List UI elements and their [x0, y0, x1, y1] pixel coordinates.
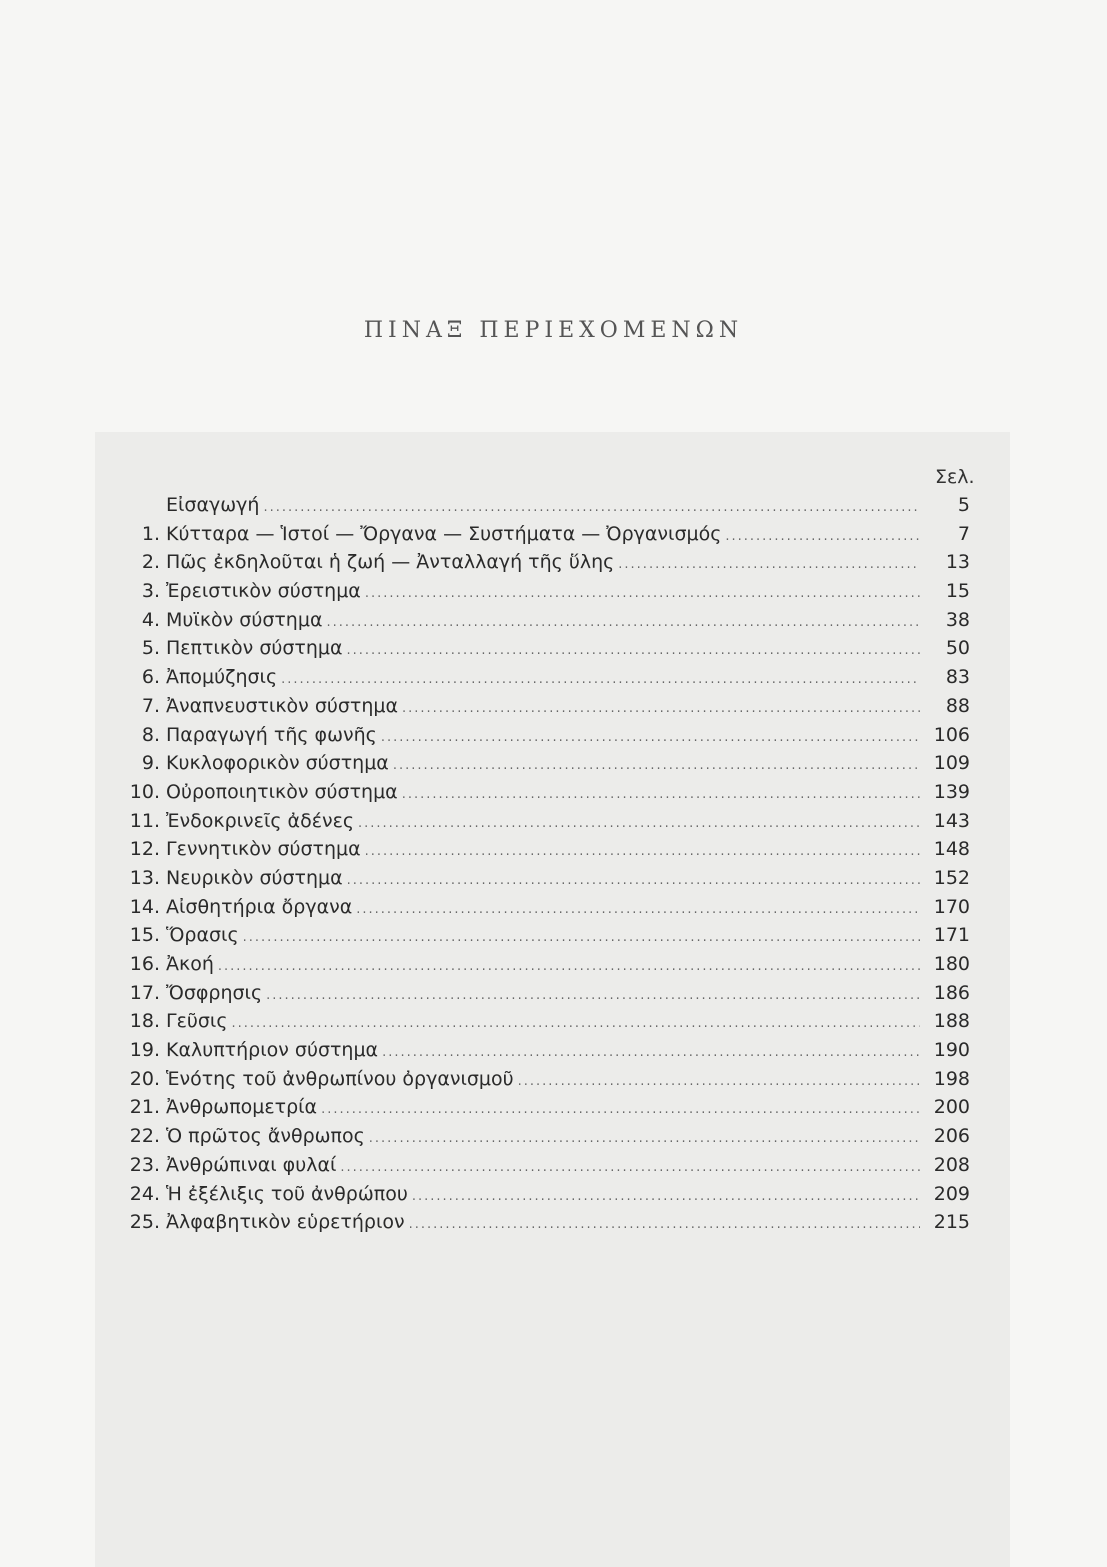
dot-leader: [243, 930, 920, 945]
toc-entry-page: 106: [933, 723, 970, 746]
toc-entry-title: Ἐρειστικὸν σύστημα: [166, 580, 361, 603]
toc-entry-title: Πῶς ἐκδηλοῦται ἡ ζωή — Ἀνταλλαγή τῆς ὕλης: [166, 551, 615, 574]
toc-entry-number: 22.: [129, 1125, 160, 1148]
toc-entry-number: 11.: [129, 809, 160, 832]
toc-entry-number: 3.: [141, 580, 160, 603]
toc-entry-title: Ἀλφαβητικὸν εὑρετήριον: [166, 1211, 405, 1234]
toc-entry-page: 50: [945, 637, 970, 660]
toc-entry-page: 171: [933, 924, 970, 947]
dot-leader: [356, 902, 920, 917]
toc-entry-number: 18.: [129, 1010, 160, 1033]
toc-entry-number: 21.: [129, 1096, 160, 1119]
toc-entry-title: Γεννητικὸν σύστημα: [166, 838, 361, 861]
toc-entry-number: 10.: [129, 780, 160, 803]
toc-entry-page: 188: [933, 1010, 970, 1033]
toc-entry: [110, 551, 970, 580]
toc-entry-number: 12.: [129, 838, 160, 861]
toc-entry-number: 20.: [129, 1067, 160, 1090]
toc-entry-title: Μυϊκὸν σύστημα: [166, 608, 323, 631]
dot-leader: [340, 1160, 920, 1175]
toc-entry-number: 13.: [129, 866, 160, 889]
dot-leader: [321, 1102, 920, 1117]
dot-leader: [409, 1217, 920, 1232]
toc-entry-page: 7: [957, 522, 970, 545]
toc-entry-page: 170: [933, 895, 970, 918]
toc-entry-title: Ἐνδοκρινεῖς ἀδένες: [166, 809, 355, 832]
toc-entry-number: 8.: [141, 723, 160, 746]
toc-entry-title: Ὅρασις: [166, 924, 239, 947]
toc-entry-page: 5: [957, 494, 970, 516]
toc-entry-page: 190: [933, 1039, 970, 1062]
toc-entry: [110, 1154, 970, 1183]
toc-entry-title: Ὄσφρησις: [166, 981, 263, 1004]
toc-entry-page: 143: [933, 809, 970, 832]
toc-entry-title: Καλυπτήριον σύστημα: [166, 1039, 379, 1062]
toc-entry-number: 16.: [129, 953, 160, 975]
toc-entry: [110, 1010, 970, 1039]
dot-leader: [618, 557, 920, 572]
toc-entry-title: Εἰσαγωγή: [166, 494, 260, 516]
table-of-contents: [110, 494, 970, 1240]
toc-entry-page: 209: [933, 1182, 970, 1205]
toc-entry-page: 38: [945, 608, 970, 631]
toc-entry-page: 88: [945, 694, 970, 717]
toc-entry-page: 186: [933, 981, 970, 1004]
toc-entry-title: Ἡ ἐξέλιξις τοῦ ἀνθρώπου: [166, 1182, 408, 1205]
toc-entry-number: 14.: [129, 895, 160, 918]
toc-entry-title: Παραγωγή τῆς φωνῆς: [166, 723, 377, 746]
dot-leader: [266, 988, 920, 1003]
toc-entry-page: 109: [933, 752, 970, 775]
toc-entry: [110, 924, 970, 953]
toc-entry-title: Κύτταρα — Ἱστοί — Ὄργανα — Συστήματα — Ὀργανισμός: [166, 522, 722, 545]
dot-leader: [281, 672, 920, 687]
dot-leader: [365, 586, 920, 601]
toc-entry: [110, 637, 970, 666]
toc-entry-page: 180: [933, 953, 970, 975]
toc-entry: [110, 1211, 970, 1240]
toc-entry-number: 15.: [129, 924, 160, 947]
toc-entry-number: 24.: [129, 1182, 160, 1205]
toc-entry-page: 15: [945, 580, 970, 603]
toc-entry-number: 4.: [141, 608, 160, 631]
toc-entry-page: 83: [945, 666, 970, 689]
toc-entry: [110, 666, 970, 695]
toc-entry-page: 139: [933, 780, 970, 803]
toc-entry-title: Ἀναπνευστικὸν σύστημα: [166, 694, 399, 717]
toc-entry: [110, 896, 970, 925]
dot-leader: [382, 1045, 920, 1060]
toc-entry: [110, 494, 970, 523]
dot-leader: [381, 730, 920, 745]
dot-leader: [725, 529, 920, 544]
toc-entry-page: 198: [933, 1067, 970, 1090]
toc-entry: [110, 1068, 970, 1097]
toc-entry-number: 7.: [141, 694, 160, 717]
toc-entry: [110, 523, 970, 552]
toc-entry: [110, 752, 970, 781]
toc-entry: [110, 953, 970, 982]
toc-entry-title: Ἀνθρωπομετρία: [166, 1096, 318, 1119]
dot-leader: [326, 615, 920, 630]
page-column-header: Σελ.: [935, 466, 975, 488]
toc-entry-number: 23.: [129, 1153, 160, 1176]
toc-entry-page: 148: [933, 838, 970, 861]
toc-entry-number: 9.: [141, 752, 160, 775]
toc-entry-number: 1.: [141, 522, 160, 545]
toc-entry-number: 6.: [141, 666, 160, 689]
toc-entry: [110, 1096, 970, 1125]
dot-leader: [402, 701, 920, 716]
dot-leader: [347, 873, 920, 888]
toc-entry-title: Ἀπομύζησις: [166, 666, 278, 689]
toc-entry-title: Οὐροποιητικὸν σύστημα: [166, 780, 398, 803]
toc-entry-number: 25.: [129, 1211, 160, 1234]
toc-entry-title: Γεῦσις: [166, 1010, 228, 1033]
toc-entry-page: 215: [933, 1211, 970, 1234]
dot-leader: [518, 1074, 920, 1089]
dot-leader: [412, 1189, 920, 1204]
toc-entry: [110, 695, 970, 724]
toc-entry-number: 2.: [141, 551, 160, 574]
toc-entry: [110, 1183, 970, 1212]
toc-entry: [110, 580, 970, 609]
toc-entry-title: Ὁ πρῶτος ἄνθρωπος: [166, 1125, 365, 1148]
toc-entry-title: Κυκλοφορικὸν σύστημα: [166, 752, 389, 775]
toc-entry-number: 17.: [129, 981, 160, 1004]
dot-leader: [393, 758, 920, 773]
toc-entry-page: 208: [933, 1153, 970, 1176]
toc-entry-number: 19.: [129, 1039, 160, 1062]
toc-entry-title: Πεπτικὸν σύστημα: [166, 637, 343, 660]
toc-entry-title: Ἑνότης τοῦ ἀνθρωπίνου ὀργανισμοῦ: [166, 1067, 514, 1090]
dot-leader: [263, 500, 920, 515]
toc-entry-page: 13: [945, 551, 970, 574]
toc-entry-page: 152: [933, 866, 970, 889]
toc-entry-number: 5.: [141, 637, 160, 660]
dot-leader: [369, 1131, 920, 1146]
toc-entry: [110, 781, 970, 810]
toc-entry-title: Ἀνθρώπιναι φυλαί: [166, 1153, 337, 1176]
dot-leader: [231, 1016, 920, 1031]
dot-leader: [365, 844, 920, 859]
toc-entry: [110, 1125, 970, 1154]
dot-leader: [218, 959, 920, 974]
toc-entry: [110, 867, 970, 896]
toc-entry: [110, 838, 970, 867]
toc-entry-page: 200: [933, 1096, 970, 1119]
dot-leader: [402, 787, 920, 802]
dot-leader: [358, 816, 920, 831]
toc-entry: [110, 609, 970, 638]
page-title: ΠΙΝΑΞ ΠΕΡΙΕΧΟΜΕΝΩΝ: [363, 318, 744, 343]
toc-entry-title: Αἰσθητήρια ὄργανα: [166, 895, 353, 918]
toc-entry: [110, 724, 970, 753]
toc-entry: [110, 982, 970, 1011]
toc-entry: [110, 810, 970, 839]
toc-entry-page: 206: [933, 1125, 970, 1148]
toc-entry-title: Νευρικὸν σύστημα: [166, 866, 343, 889]
toc-entry-title: Ἀκοή: [166, 953, 214, 975]
dot-leader: [347, 643, 920, 658]
toc-entry: [110, 1039, 970, 1068]
